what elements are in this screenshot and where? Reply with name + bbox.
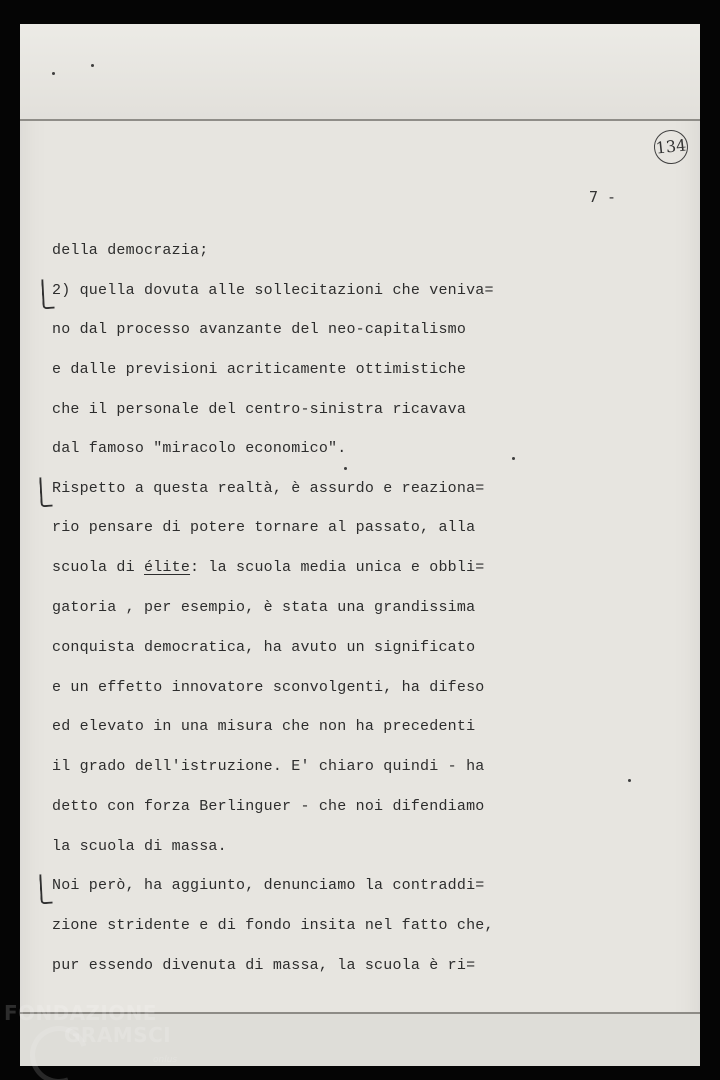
typed-line: conquista democratica, ha avuto un significato bbox=[52, 639, 476, 656]
typed-line: della democrazia; bbox=[52, 242, 209, 259]
page-number: 7 - bbox=[589, 188, 617, 206]
watermark-small: onlus bbox=[153, 1055, 178, 1065]
typed-line: Rispetto a questa realtà, è assurdo e reaziona= bbox=[52, 480, 485, 497]
typed-line-elite bbox=[52, 558, 484, 578]
typed-text: : la scuola media unica e obbli= bbox=[190, 559, 485, 576]
typed-line: 2) quella dovuta alle sollecitazioni che veniva= bbox=[52, 282, 494, 299]
underlined-word: élite bbox=[144, 559, 191, 576]
paper-sheet bbox=[20, 24, 700, 1064]
typed-text: scuola di bbox=[52, 559, 145, 576]
typed-line: no dal processo avanzante del neo-capitalismo bbox=[52, 321, 467, 338]
bracket-mark bbox=[39, 874, 53, 905]
typed-line: detto con forza Berlinguer - che noi difendiamo bbox=[52, 798, 485, 815]
typed-line: il grado dell'istruzione. E' chiaro quindi - ha bbox=[52, 758, 485, 775]
typed-line: e un effetto innovatore sconvolgenti, ha difeso bbox=[52, 679, 485, 696]
paper-speck bbox=[344, 467, 347, 470]
typed-line: ed elevato in una misura che non ha precedenti bbox=[52, 718, 476, 735]
typed-line: pur essendo divenuta di massa, la scuola è ri= bbox=[52, 957, 476, 974]
paper-speck bbox=[628, 779, 631, 782]
typed-line: rio pensare di potere tornare al passato, alla bbox=[52, 519, 476, 536]
archive-number-stamp: 134 bbox=[652, 128, 689, 165]
bracket-mark bbox=[41, 279, 55, 310]
watermark-line-2: GRAMSCI bbox=[64, 1023, 172, 1047]
paper-speck bbox=[91, 64, 94, 67]
typed-line: che il personale del centro-sinistra ricavava bbox=[52, 401, 467, 418]
watermark-line-1: FONDAZIONE bbox=[4, 1001, 157, 1025]
typed-line: zione stridente e di fondo insita nel fatto che, bbox=[52, 917, 494, 934]
fondazione-gramsci-watermark bbox=[4, 1000, 179, 1080]
typed-line: e dalle previsioni acriticamente ottimistiche bbox=[52, 361, 467, 378]
paper-speck bbox=[52, 72, 55, 75]
typed-line: la scuola di massa. bbox=[52, 838, 227, 855]
typed-line: dal famoso "miracolo economico". bbox=[52, 440, 347, 457]
typed-line: Noi però, ha aggiunto, denunciamo la contraddi= bbox=[52, 877, 485, 894]
top-paper-fold bbox=[20, 24, 700, 121]
paper-speck bbox=[512, 457, 515, 460]
bracket-mark bbox=[39, 477, 53, 508]
typed-line: gatoria , per esempio, è stata una grandissima bbox=[52, 599, 476, 616]
